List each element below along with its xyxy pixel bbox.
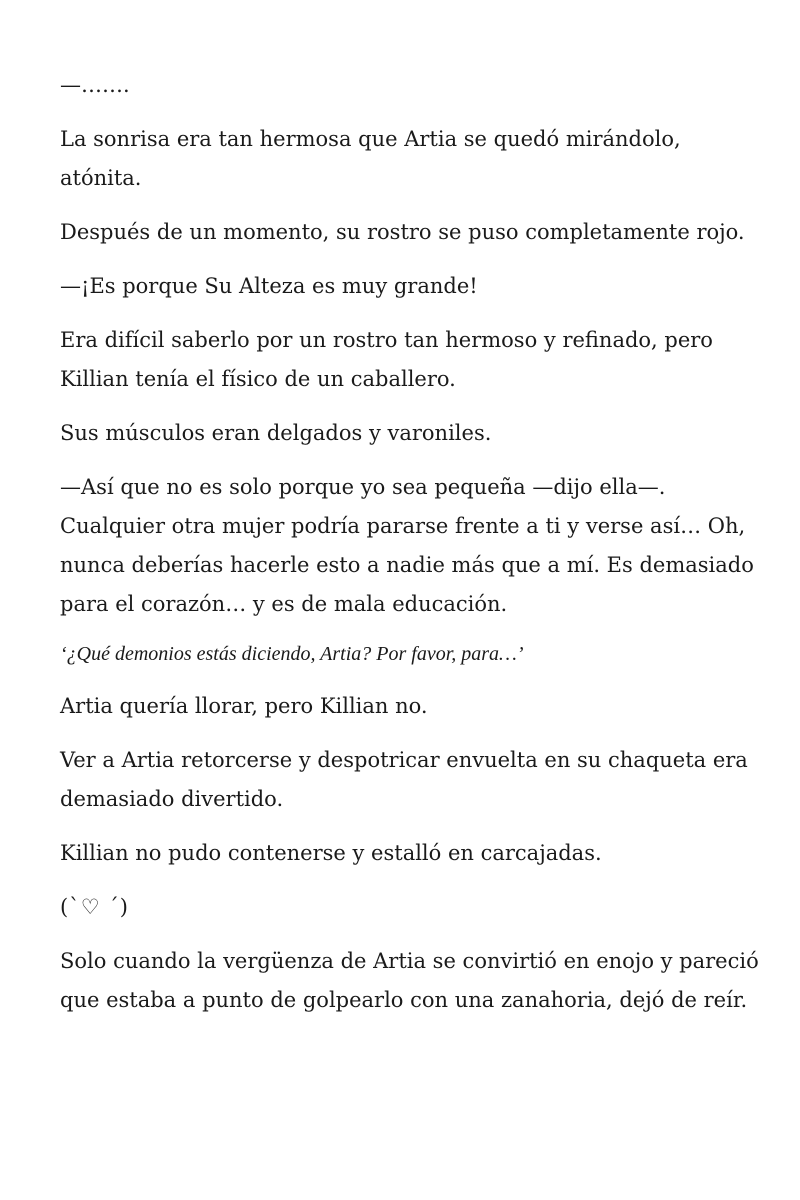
paragraph-carcajadas: Killian no pudo contenerse y estalló en carcajadas. — [60, 841, 602, 865]
paragraph-smile: La sonrisa era tan hermosa que Artia se quedó mirándolo, atónita. — [60, 127, 681, 190]
paragraph-dialogue-ellipsis: —……. — [60, 73, 130, 97]
paragraph-zanahoria: Solo cuando la vergüenza de Artia se convirtió en enojo y pareció que estaba a punto de golpearlo con una zanahoria, dejó de reír. — [60, 949, 759, 1012]
reading-page — [60, 66, 760, 1035]
paragraph-dialogue-grande: —¡Es porque Su Alteza es muy grande! — [60, 274, 478, 298]
paragraph-physique: Era difícil saberlo por un rostro tan hermoso y refinado, pero Killian tenía el físico de un caballero. — [60, 328, 713, 391]
paragraph-blush: Después de un momento, su rostro se puso completamente rojo. — [60, 220, 745, 244]
paragraph-divertido: Ver a Artia retorcerse y despotricar envuelta en su chaqueta era demasiado divertido. — [60, 748, 748, 811]
paragraph-muscles: Sus músculos eran delgados y varoniles. — [60, 421, 492, 445]
paragraph-inner-thought: ‘¿Qué demonios estás diciendo, Artia? Por favor, para…’ — [60, 643, 524, 665]
paragraph-dialogue-pequena: —Así que no es solo porque yo sea pequeña —dijo ella—. Cualquier otra mujer podría pararse frente a ti y verse así… Oh, nunca deberías hacerle esto a nadie más que a mí. Es demasiado para el corazón… y es de mala educación. — [60, 475, 754, 616]
paragraph-emoticon: (`♡ ´) — [60, 895, 129, 919]
paragraph-llorar: Artia quería llorar, pero Killian no. — [60, 694, 428, 718]
